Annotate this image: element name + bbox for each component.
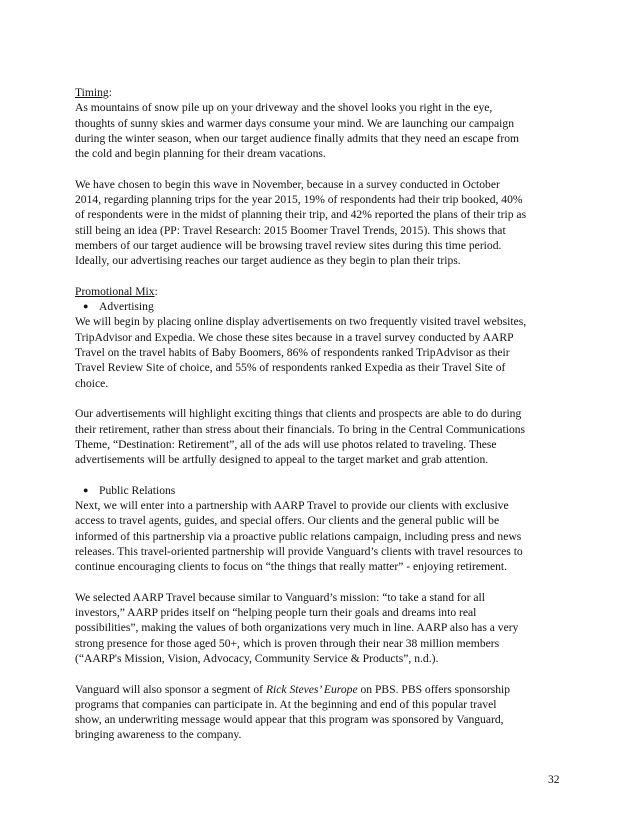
promotional-mix-heading: Promotional Mix (75, 284, 155, 298)
paragraph-line (75, 682, 575, 697)
paragraph-line: We selected AARP Travel because similar to Vanguard’s mission: “to take a stand for all (75, 590, 485, 604)
bullet-dot-icon: ● (83, 484, 89, 495)
document-page (75, 85, 575, 743)
paragraph-line: bringing awareness to the company. (75, 728, 242, 742)
text-run: Vanguard will also sponsor a segment of (75, 682, 266, 696)
paragraph-line: As mountains of snow pile up on your driveway and the shovel looks you right in the eye, (75, 101, 493, 115)
show-title: Rick Steves’ Europe (265, 682, 358, 696)
paragraph-line: thoughts of sunny skies and warmer days consume your mind. We are launching our campaign (75, 116, 514, 130)
bullet-label: Public Relations (99, 483, 176, 497)
bullet-item-advertising (75, 299, 575, 314)
paragraph-line: Ideally, our advertising reaches our target audience as they begin to plan their trips. (75, 254, 461, 268)
paragraph-line: Our advertisements will highlight exciting things that clients and prospects are able to do during (75, 407, 522, 421)
paragraph-line: access to travel agents, guides, and special offers. Our clients and the general public will be (75, 514, 500, 528)
paragraph-line: TripAdvisor and Expedia. We chose these sites because in a travel survey conducted by AARP (75, 330, 514, 344)
timing-heading: Timing (75, 86, 109, 99)
paragraph-line: We will begin by placing online display advertisements on two frequently visited travel websites, (75, 315, 527, 329)
paragraph-line: programs that companies can participate in. At the beginning and end of this popular travel (75, 697, 497, 711)
paragraph-line: still being an idea (PP: Travel Research: 2015 Boomer Travel Trends, 2015). This shows that (75, 223, 506, 237)
bullet-dot-icon: ● (83, 301, 89, 312)
paragraph-line: Theme, “Destination: Retirement”, all of the ads will use photos related to traveling. These (75, 437, 497, 451)
paragraph-line: members of our target audience will be browsing travel review sites during this time period. (75, 238, 502, 252)
promo-heading-line (75, 284, 575, 299)
bullet-label: Advertising (99, 300, 154, 314)
paragraph-line: show, an underwriting message would appear that this program was sponsored by Vanguard, (75, 713, 504, 727)
promo-heading-colon: : (154, 284, 158, 298)
paragraph-line: investors,” AARP prides itself on “helping people turn their goals and dreams into real (75, 606, 477, 620)
paragraph-line: the cold and begin planning for their dream vacations. (75, 147, 326, 161)
paragraph-line: possibilities”, making the values of both organizations very much in line. AARP also has a very (75, 621, 519, 635)
paragraph-line: strong presence for those aged 50+, which is proven through their near 38 million members (75, 636, 500, 650)
paragraph-line: Travel on the travel habits of Baby Boomers, 86% of respondents ranked TripAdvisor as their (75, 346, 510, 360)
paragraph-line: (“AARP's Mission, Vision, Advocacy, Community Service & Products”, n.d.). (75, 651, 439, 665)
paragraph-line: of respondents were in the midst of planning their trip, and 42% reported the plans of their trip as (75, 208, 527, 222)
paragraph-line: 2014, regarding planning trips for the year 2015, 19% of respondents had their trip booked, 40% (75, 193, 523, 207)
paragraph-line: advertisements will be artfully designed to appeal to the target market and grab attention. (75, 453, 489, 467)
paragraph-line: during the winter season, when our target audience finally admits that they need an escape from (75, 131, 520, 145)
paragraph-line: informed of this partnership via a proactive public relations campaign, including press and news (75, 529, 522, 543)
page-number: 32 (548, 773, 560, 786)
paragraph-line: Travel Review Site of choice, and 55% of respondents ranked Expedia as their Travel Site of (75, 361, 506, 375)
paragraph-line: Next, we will enter into a partnership with AARP Travel to provide our clients with exclusive (75, 499, 509, 513)
paragraph-line: We have chosen to begin this wave in November, because in a survey conducted in October (75, 177, 500, 191)
text-run: on PBS. PBS offers sponsorship (357, 682, 511, 696)
timing-heading-line (75, 85, 575, 100)
paragraph-line: releases. This travel-oriented partnership will provide Vanguard’s clients with travel resources to (75, 544, 523, 558)
paragraph-line: choice. (75, 376, 109, 390)
bullet-item-public-relations (75, 483, 575, 498)
timing-heading-colon: : (108, 86, 112, 99)
paragraph-line: their retirement, rather than stress about their financials. To bring in the Central Communications (75, 422, 526, 436)
paragraph-line: continue encouraging clients to focus on “the things that really matter” - enjoying retirement. (75, 560, 508, 574)
